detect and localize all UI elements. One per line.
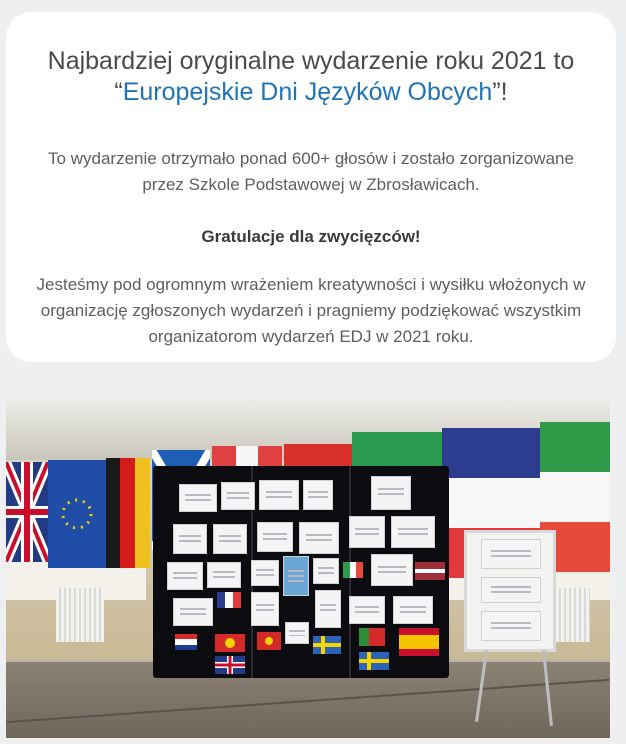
display-board (153, 466, 449, 678)
board-poster (257, 522, 293, 552)
macedonia-mini-flag-icon (257, 632, 281, 650)
uk-flag-icon (6, 462, 48, 562)
latvia-mini-flag-icon (415, 562, 445, 580)
germany-flag-icon (106, 458, 150, 568)
congratulations-text: Gratulacje dla zwycięzców! (201, 227, 421, 246)
easel-poster (481, 611, 541, 641)
thanks-paragraph: Jesteśmy pod ogromnym wrażeniem kreatywności i wysiłku włożonych w organizację zgłoszonych wydarzeń i pragniemy podziękować wszystkim organizatorom wydarzeń EDJ w 2021 roku. (36, 275, 586, 346)
quote-open: “ (114, 78, 123, 106)
board-poster (173, 598, 213, 626)
uk-mini-flag-icon (215, 656, 245, 674)
headline-text: Najbardziej oryginalne wydarzenie roku 2021 to (47, 47, 575, 75)
announcement-card (6, 12, 616, 362)
board-poster (167, 562, 203, 590)
board-poster (207, 562, 241, 588)
board-poster (251, 560, 279, 586)
event-photo (6, 400, 610, 738)
board-poster (283, 556, 309, 596)
easel-poster (481, 577, 541, 603)
board-poster (393, 596, 433, 624)
board-poster (259, 480, 299, 510)
board-poster (285, 622, 309, 644)
easel-poster (481, 539, 541, 569)
headline (16, 46, 606, 108)
board-poster (313, 558, 339, 584)
photo-radiator (56, 588, 104, 642)
eu-flag-icon (48, 460, 106, 568)
croatia-mini-flag-icon (175, 634, 197, 650)
board-poster (349, 516, 385, 548)
board-poster (349, 596, 385, 624)
board-poster (303, 480, 333, 510)
italy-mini-flag-icon (343, 562, 363, 578)
board-poster (315, 590, 341, 628)
board-poster (391, 516, 435, 548)
poster-easel (464, 530, 556, 652)
board-poster (213, 524, 247, 554)
board-poster (371, 554, 413, 586)
board-poster (371, 476, 411, 510)
board-poster (179, 484, 217, 512)
sweden-mini-flag-icon (215, 634, 245, 652)
event-name-highlight: Europejskie Dni Języków Obcych (122, 78, 493, 106)
board-poster (173, 524, 207, 554)
portugal-mini-flag-icon (359, 628, 385, 646)
quote-close: ”! (492, 78, 508, 106)
event-description: To wydarzenie otrzymało ponad 600+ głosów i zostało zorganizowane przez Szkole Podstawowej w Zbrosławicach. (48, 149, 574, 194)
spain-mini-flag-icon (399, 628, 439, 656)
sweden-mini-flag-icon (359, 652, 389, 670)
france-mini-flag-icon (217, 592, 241, 608)
board-poster (251, 592, 279, 626)
board-poster (299, 522, 339, 554)
sweden-mini-flag-icon (313, 636, 341, 654)
board-poster (221, 482, 255, 510)
